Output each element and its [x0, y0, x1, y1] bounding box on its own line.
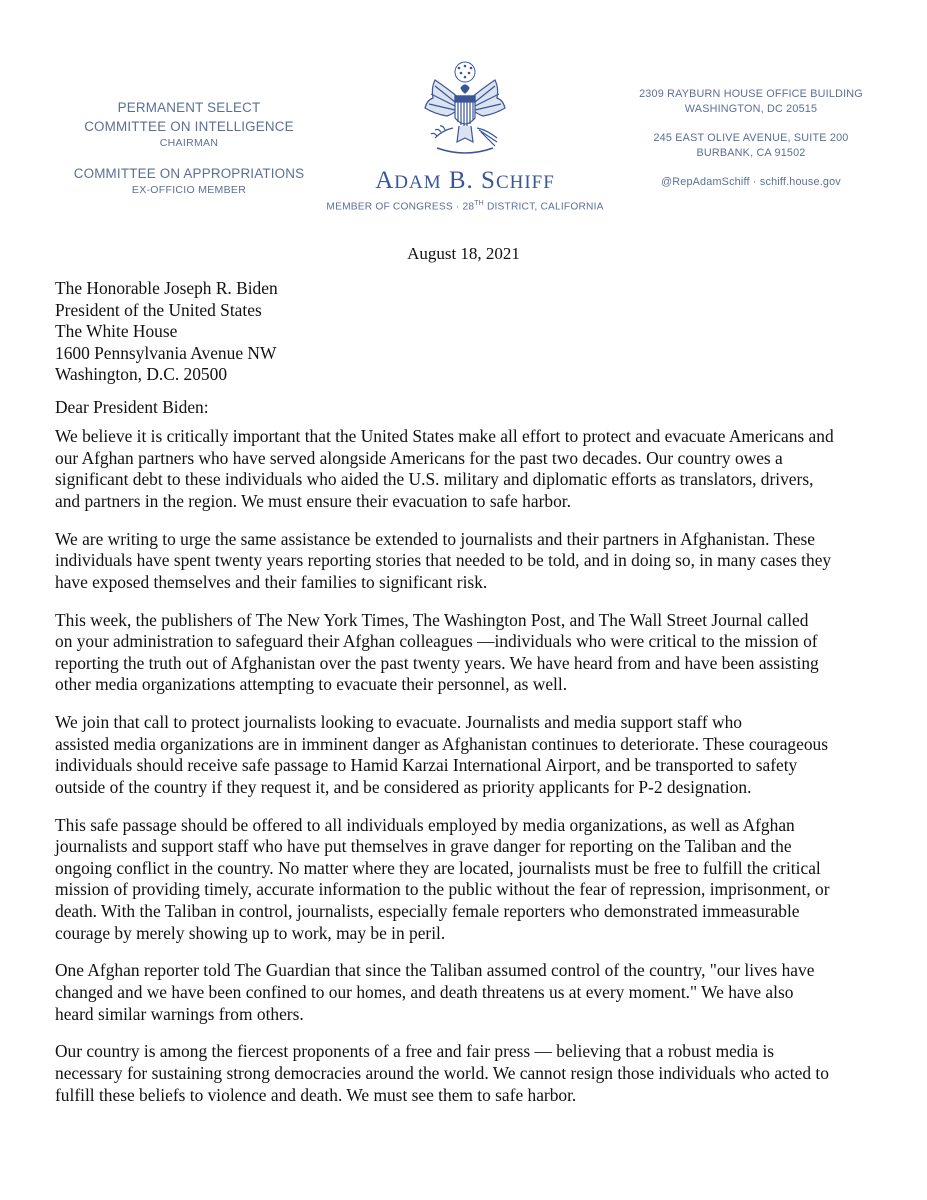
line: ongoing conflict in the country. No matter where they are located, journalists must be free to fulfill the critical [55, 857, 821, 878]
line: necessary for sustaining strong democracies around the world. We cannot resign those individuals who acted to [55, 1062, 829, 1083]
line: One Afghan reporter told The Guardian that since the Taliban assumed control of the country, "our lives have [55, 960, 815, 981]
paragraph [55, 815, 885, 945]
member-name: ADAM B. SCHIFF [375, 167, 555, 194]
great-seal-eagle-icon [417, 58, 513, 164]
line: courage by merely showing up to work, may be in peril. [55, 922, 446, 943]
letterhead-center [320, 58, 610, 212]
letterhead-committees [60, 98, 318, 197]
line: and partners in the region. We must ensure their evacuation to safe harbor. [55, 490, 571, 511]
office-burbank-line2: BURBANK, CA 91502 [696, 147, 806, 159]
line: have exposed themselves and their families to significant risk. [55, 571, 488, 592]
committee-appropriations: COMMITTEE ON APPROPRIATIONS [73, 166, 305, 181]
address-line: Washington, D.C. 20500 [55, 364, 228, 385]
paragraph [55, 1041, 885, 1106]
address-line: President of the United States [55, 299, 262, 320]
line: individuals should receive safe passage to Hamid Karzai International Airport, and be transported to safety [55, 755, 798, 776]
address-line: 1600 Pennsylvania Avenue NW [55, 342, 277, 363]
line: We join that call to protect journalists looking to evacuate. Journalists and media support staff who [55, 712, 742, 733]
line: outside of the country if they request it, and be considered as priority applicants for P-2 designation. [55, 776, 752, 797]
line: This safe passage should be offered to all individuals employed by media organizations, as well as Afghan [55, 814, 795, 835]
line: reporting the truth out of Afghanistan over the past twenty years. We have heard from and have been assisting [55, 652, 819, 673]
committee-intelligence-line1: PERMANENT SELECT [117, 100, 261, 115]
line: significant debt to these individuals who aided the U.S. military and diplomatic efforts as translators, drivers, [55, 469, 814, 490]
line: changed and we have been confined to our homes, and death threatens us at every moment." We have also [55, 982, 794, 1002]
line: We are writing to urge the same assistance be extended to journalists and their partners in Afghanistan. These [55, 528, 816, 549]
member-district: MEMBER OF CONGRESS · 28TH DISTRICT, CALIFORNIA [326, 200, 604, 213]
paragraph [55, 610, 885, 696]
line: journalists and support staff who have put themselves in grave danger for reporting on the Taliban and the [55, 836, 792, 857]
recipient-address [55, 278, 278, 386]
committee-intelligence-line2: COMMITTEE ON INTELLIGENCE [84, 119, 294, 134]
line: fulfill these beliefs to violence and death. We must see them to safe harbor. [55, 1084, 577, 1105]
office-burbank-line1: 245 EAST OLIVE AVENUE, SUITE 200 [653, 132, 849, 144]
line: Our country is among the fiercest proponents of a free and fair press — believing that a robust media is [55, 1041, 775, 1062]
office-dc-line2: WASHINGTON, DC 20515 [684, 103, 818, 115]
line: mission of providing timely, accurate information to the public without the fear of repression, imprisonment, or [55, 879, 830, 900]
address-line: The Honorable Joseph R. Biden [55, 278, 278, 298]
office-dc-line1: 2309 RAYBURN HOUSE OFFICE BUILDING [639, 88, 863, 100]
address-line: The White House [55, 321, 178, 342]
line: other media organizations attempting to evacuate their personnel, as well. [55, 674, 568, 695]
paragraph [55, 529, 885, 594]
line: This week, the publishers of The New York Times, The Washington Post, and The Wall Street Journal called [55, 609, 809, 630]
letter-body [55, 426, 885, 1122]
line: assisted media organizations are in imminent danger as Afghanistan continues to deteriorate. These courageous [55, 733, 829, 754]
line: heard similar warnings from others. [55, 1003, 304, 1024]
line: on your administration to safeguard their Afghan colleagues —individuals who were critical to the mission of [55, 631, 818, 652]
line: our Afghan partners who have served alongside Americans for the past two decades. Our country owes a [55, 447, 783, 468]
contact-web: @RepAdamSchiff · schiff.house.gov [661, 176, 841, 188]
line: We believe it is critically important that the United States make all effort to protect and evacuate Americans and [55, 426, 834, 446]
line: death. With the Taliban in control, journalists, especially female reporters who demonstrated immeasurable [55, 901, 800, 922]
paragraph [55, 712, 885, 798]
letterhead-offices [620, 87, 882, 190]
salutation: Dear President Biden: [55, 397, 209, 417]
line: individuals have spent twenty years reporting stories that needed to be told, and in doing so, in many cases they [55, 550, 832, 571]
paragraph [55, 426, 885, 512]
committee-intelligence-role: CHAIRMAN [159, 137, 219, 149]
paragraph [55, 960, 885, 1025]
letter-date: August 18, 2021 [407, 244, 520, 263]
committee-appropriations-role: EX-OFFICIO MEMBER [131, 184, 247, 196]
